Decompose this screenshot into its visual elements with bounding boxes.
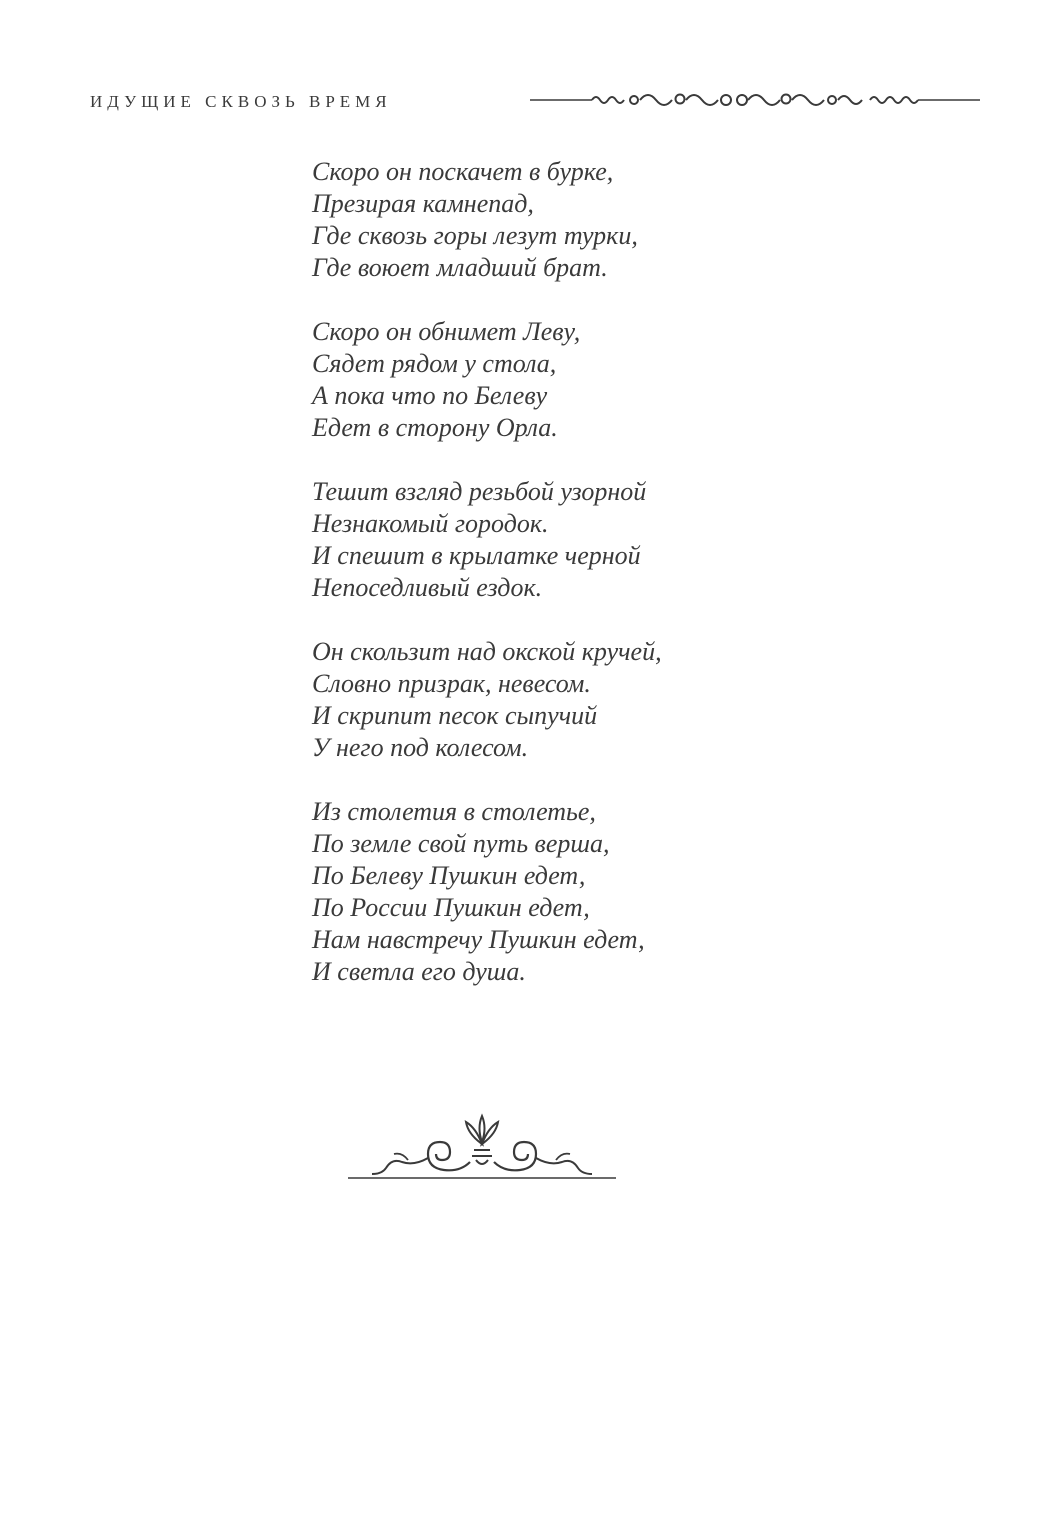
poem-line: Он скользит над окской кручей, bbox=[312, 637, 662, 666]
poem-line: По земле свой путь верша, bbox=[312, 829, 610, 858]
stanza bbox=[312, 316, 832, 444]
poem-line: Сядет рядом у стола, bbox=[312, 349, 557, 378]
poem-line: Незнакомый городок. bbox=[312, 509, 549, 538]
poem-line: Из столетия в столетье, bbox=[312, 797, 596, 826]
poem-line: Скоро он обнимет Леву, bbox=[312, 317, 581, 346]
poem-line: Нам навстречу Пушкин едет, bbox=[312, 925, 645, 954]
poem-line: Непоседливый ездок. bbox=[312, 573, 543, 602]
poem-line: Где воюет младший брат. bbox=[312, 253, 608, 282]
poem bbox=[312, 156, 832, 1020]
poem-line: Едет в сторону Орла. bbox=[312, 413, 558, 442]
poem-line: Скоро он поскачет в бурке, bbox=[312, 157, 614, 186]
poem-line: И спешит в крылатке черной bbox=[312, 541, 641, 570]
stanza bbox=[312, 476, 832, 604]
stanza bbox=[312, 636, 832, 764]
header-flourish-icon bbox=[530, 90, 980, 114]
fleuron-icon bbox=[346, 1110, 618, 1182]
stanza bbox=[312, 796, 832, 988]
poem-line: Где сквозь горы лезут турки, bbox=[312, 221, 638, 250]
poem-line: А пока что по Белеву bbox=[312, 381, 548, 410]
poem-line: Словно призрак, невесом. bbox=[312, 669, 591, 698]
poem-line: И светла его душа. bbox=[312, 957, 526, 986]
poem-line: Презирая камнепад, bbox=[312, 189, 534, 218]
poem-line: И скрипит песок сыпучий bbox=[312, 701, 598, 730]
running-title: ИДУЩИЕ СКВОЗЬ ВРЕМЯ bbox=[90, 92, 392, 111]
poem-line: Тешит взгляд резьбой узорной bbox=[312, 477, 647, 506]
page-header bbox=[90, 90, 990, 120]
stanza bbox=[312, 156, 832, 284]
poem-line: По Белеву Пушкин едет, bbox=[312, 861, 586, 890]
poem-line: У него под колесом. bbox=[312, 733, 529, 762]
poem-line: По России Пушкин едет, bbox=[312, 893, 590, 922]
